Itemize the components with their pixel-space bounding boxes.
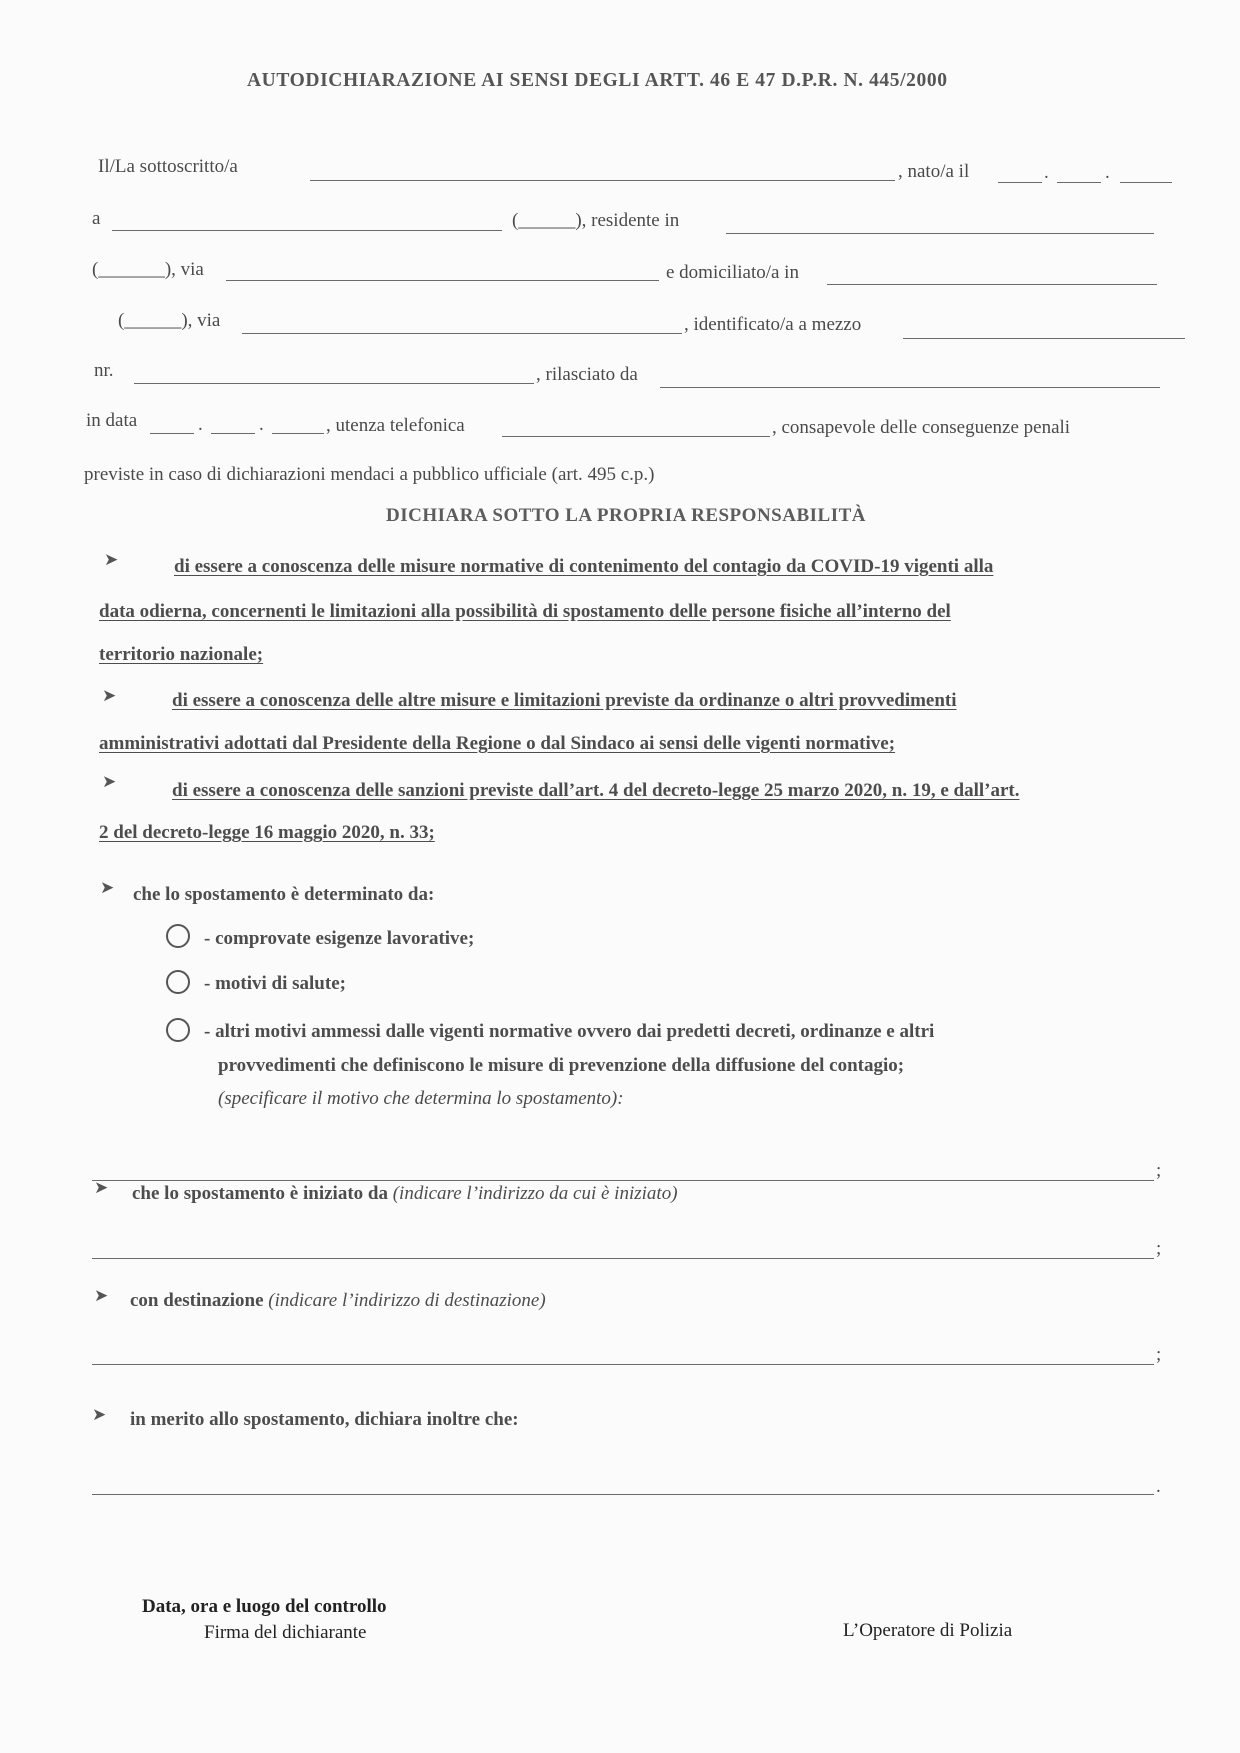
date-separator: . bbox=[198, 414, 203, 435]
label-identificato: , identificato/a a mezzo bbox=[684, 314, 862, 335]
birth-day-field[interactable] bbox=[998, 182, 1042, 183]
residence-street-field[interactable] bbox=[226, 280, 659, 281]
motive-other-radio[interactable] bbox=[166, 1018, 190, 1042]
arrow-bullet-icon: ➤ bbox=[100, 878, 115, 897]
label-consapevole: , consapevole delle conseguenze penali bbox=[772, 417, 1071, 438]
issue-year-field[interactable] bbox=[272, 433, 324, 434]
label-province-via-2: (______), via bbox=[118, 310, 221, 331]
date-separator: . bbox=[1105, 162, 1110, 183]
motive-intro: che lo spostamento è determinato da: bbox=[133, 884, 435, 905]
declaration-1-line-3: territorio nazionale; bbox=[99, 644, 264, 665]
birth-month-field[interactable] bbox=[1057, 182, 1101, 183]
label-nr: nr. bbox=[94, 360, 114, 381]
additional-declaration-label: in merito allo spostamento, dichiara inoltre che: bbox=[130, 1409, 519, 1430]
origin-label bbox=[132, 1183, 678, 1205]
label-nato: , nato/a il bbox=[898, 161, 970, 182]
arrow-bullet-icon: ➤ bbox=[102, 772, 117, 791]
police-officer-signature-label: L’Operatore di Polizia bbox=[843, 1620, 1013, 1641]
destination-label-text: con destinazione bbox=[130, 1290, 269, 1311]
declaration-2-line-1: di essere a conoscenza delle altre misure e limitazioni previste da ordinanze o altri provvedimenti bbox=[172, 690, 957, 711]
issue-month-field[interactable] bbox=[211, 433, 255, 434]
destination-address-field[interactable] bbox=[92, 1364, 1154, 1365]
label-rilasciato: , rilasciato da bbox=[536, 364, 638, 385]
section-heading: DICHIARA SOTTO LA PROPRIA RESPONSABILITÀ bbox=[386, 505, 866, 526]
domicile-street-field[interactable] bbox=[242, 333, 682, 334]
motive-other-label-line-2: provvedimenti che definiscono le misure di prevenzione della diffusione del contagio; bbox=[218, 1055, 905, 1076]
issue-day-field[interactable] bbox=[150, 433, 194, 434]
arrow-bullet-icon: ➤ bbox=[94, 1286, 109, 1305]
motive-health-label: - motivi di salute; bbox=[204, 973, 346, 994]
line-end-period: . bbox=[1156, 1476, 1161, 1497]
line-end-semicolon: ; bbox=[1156, 1344, 1162, 1365]
label-utenza: , utenza telefonica bbox=[326, 415, 465, 436]
domicile-city-field[interactable] bbox=[827, 284, 1157, 285]
date-separator: . bbox=[1044, 162, 1049, 183]
label-a: a bbox=[92, 208, 101, 229]
declaration-1-line-1: di essere a conoscenza delle misure normative di contenimento del contagio da COVID-19 vigenti alla bbox=[174, 556, 994, 577]
issued-by-field[interactable] bbox=[660, 387, 1160, 388]
additional-declaration-field[interactable] bbox=[92, 1494, 1154, 1495]
declaration-2-line-2: amministrativi adottati dal Presidente della Regione o dal Sindaco ai sensi delle vigenti normative; bbox=[99, 733, 896, 754]
origin-label-text: che lo spostamento è iniziato da bbox=[132, 1183, 393, 1204]
birth-year-field[interactable] bbox=[1120, 182, 1172, 183]
motive-health-radio[interactable] bbox=[166, 970, 190, 994]
declaration-3-line-2: 2 del decreto-legge 16 maggio 2020, n. 33; bbox=[99, 822, 435, 843]
origin-hint: (indicare l’indirizzo da cui è iniziato) bbox=[392, 1183, 678, 1204]
arrow-bullet-icon: ➤ bbox=[102, 686, 117, 705]
label-domiciliato: e domiciliato/a in bbox=[666, 262, 799, 283]
label-previste: previste in caso di dichiarazioni mendaci a pubblico ufficiale (art. 495 c.p.) bbox=[84, 464, 655, 485]
motive-specify-hint: (specificare il motivo che determina lo spostamento): bbox=[218, 1088, 624, 1109]
motive-specify-field[interactable] bbox=[92, 1180, 1154, 1181]
declaration-1-line-2: data odierna, concernenti le limitazioni alla possibilità di spostamento delle persone fisiche all’interno del bbox=[99, 601, 951, 622]
arrow-bullet-icon: ➤ bbox=[94, 1178, 109, 1197]
residence-city-field[interactable] bbox=[726, 233, 1154, 234]
document-number-field[interactable] bbox=[134, 383, 534, 384]
line-end-semicolon: ; bbox=[1156, 1238, 1162, 1259]
destination-label bbox=[130, 1290, 546, 1312]
document-title: AUTODICHIARAZIONE AI SENSI DEGLI ARTT. 46 E 47 D.P.R. N. 445/2000 bbox=[247, 70, 948, 91]
declarant-signature-label: Firma del dichiarante bbox=[204, 1622, 367, 1643]
line-end-semicolon: ; bbox=[1156, 1160, 1162, 1181]
label-residente: (______), residente in bbox=[512, 210, 680, 231]
destination-hint: (indicare l’indirizzo di destinazione) bbox=[268, 1290, 546, 1311]
declaration-3-line-1: di essere a conoscenza delle sanzioni previste dall’art. 4 del decreto-legge 25 marzo 2020, n. 19, e dall’art. bbox=[172, 780, 1020, 801]
origin-address-field[interactable] bbox=[92, 1258, 1154, 1259]
label-sottoscritto: Il/La sottoscritto/a bbox=[98, 156, 238, 177]
label-province-via-1: (_______), via bbox=[92, 259, 204, 280]
label-in-data: in data bbox=[86, 410, 138, 431]
control-date-place-label: Data, ora e luogo del controllo bbox=[142, 1596, 387, 1617]
arrow-bullet-icon: ➤ bbox=[92, 1405, 107, 1424]
id-document-field[interactable] bbox=[903, 338, 1185, 339]
name-field[interactable] bbox=[310, 180, 895, 181]
arrow-bullet-icon: ➤ bbox=[104, 550, 119, 569]
phone-field[interactable] bbox=[502, 436, 770, 437]
birth-place-field[interactable] bbox=[112, 230, 502, 231]
motive-work-label: - comprovate esigenze lavorative; bbox=[204, 928, 475, 949]
motive-work-radio[interactable] bbox=[166, 924, 190, 948]
motive-other-label-line-1: - altri motivi ammessi dalle vigenti normative ovvero dai predetti decreti, ordinanze e altri bbox=[204, 1021, 935, 1042]
date-separator: . bbox=[259, 414, 264, 435]
